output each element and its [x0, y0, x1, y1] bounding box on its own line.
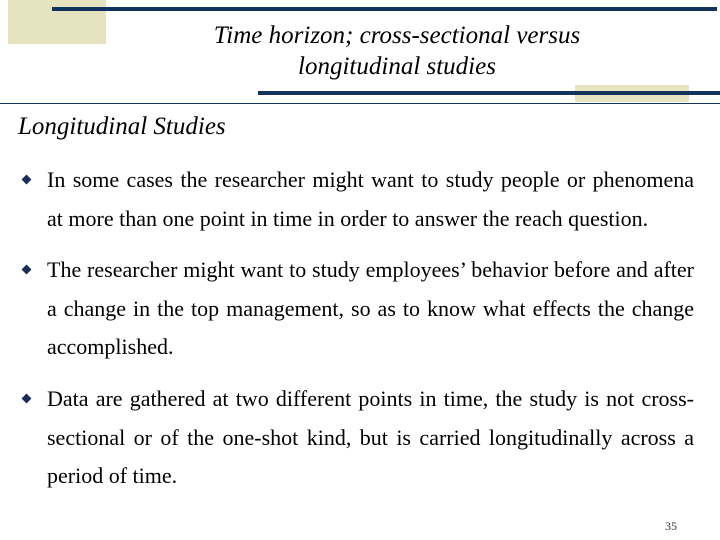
decorative-bar-mid	[258, 91, 720, 95]
bullet-text: In some cases the researcher might want to study people or phenomena at more than one point in time in order to answer the reach question.	[47, 167, 694, 231]
slide-title: Time horizon; cross-sectional versus longitudinal studies	[213, 22, 581, 80]
diamond-bullet-icon	[22, 394, 32, 404]
bullet-item	[18, 380, 694, 496]
bullet-item	[18, 251, 694, 367]
bullet-text: The researcher might want to study employees’ behavior before and after a change in the top management, so as to know what effects the change accomplished.	[47, 257, 694, 360]
section-heading: Longitudinal Studies	[18, 113, 226, 140]
diamond-bullet-icon	[22, 175, 32, 185]
bullet-text: Data are gathered at two different points in time, the study is not cross-sectional or of the one-shot kind, but is carried longitudinally across a period of time.	[47, 385, 694, 489]
decorative-bar-top	[52, 7, 717, 11]
divider-line	[0, 103, 720, 104]
bullet-item	[18, 161, 694, 238]
bullet-list	[18, 161, 694, 509]
page-number: 35	[665, 519, 677, 533]
diamond-bullet-icon	[22, 265, 32, 275]
